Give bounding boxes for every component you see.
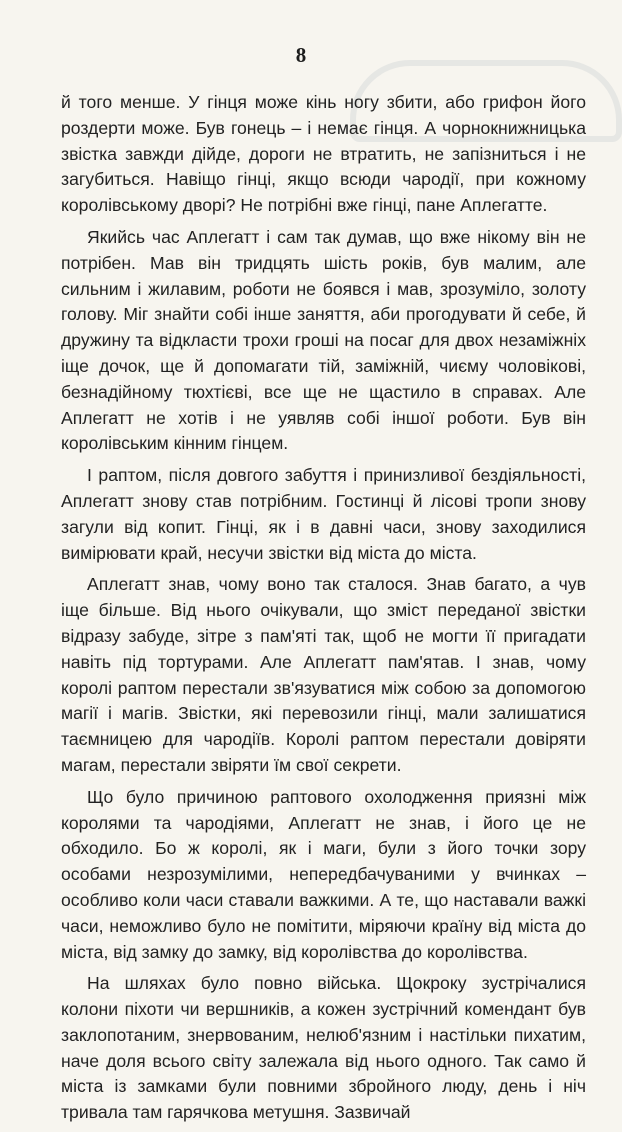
page-number: 8 bbox=[295, 43, 307, 67]
paragraph-2: Якийсь час Аплегатт і сам так думав, що вже нікому він не потрібен. Мав він тридцять шість років, був малим, але сильним і жилавим, роботи не боявся і мав, зрозуміло, золоту голову. Міг знайти собі інше заняття, аби прогодувати й себе, й дружину та відкласти трохи гроші на посаг для двох незаміжніх іще дочок, ще й допомагати тій, заміжній, чиєму чоловікові, безнадійному тюхтієві, все ще не щастило в справах. Але Аплегатт не хотів і не уявляв собі іншої роботи. Був він королівським кінним гінцем. bbox=[61, 226, 586, 454]
paragraph-1: й того менше. У гінця може кінь ногу збити, або грифон його роздерти може. Був гонець – і немає гінця. А чорнокнижницька звістка завжди дійде, дороги не втратить, не запізниться і не загубиться. Навіщо гінці, якщо всюди чародії, при кожному королівському дворі? Не потрібні вже гінці, пане Аплегатте. bbox=[61, 92, 586, 216]
paragraph-3: І раптом, після довгого забуття і принизливої бездіяльності, Аплегатт знову став потрібним. Гостинці й лісові тропи знову загули від копит. Гінці, як і в давні часи, знову заходилися вимірювати край, несучи звістки від міста до міста. bbox=[61, 465, 586, 563]
paragraph-5: Що було причиною раптового охолодження приязні між королями та чародіями, Аплегатт не знав, і його це не обходило. Бо ж королі, як і маги, були з його точки зору особами незрозумілими, непередбачуваними у вчинках – особливо коли часи ставали важкими. А те, що наставали важкі часи, неможливо було не помітити, міряючи країну від міста до міста, від замку до замку, від королівства до королівства. bbox=[61, 786, 586, 962]
body-text bbox=[61, 90, 586, 1132]
paragraph-6: На шляхах було повно війська. Щокроку зустрічалися колони піхоти чи вершників, а кожен зустрічний комендант був заклопотаним, знервованим, нелюб'язним і настільки пихатим, наче доля всього світу залежала від нього одного. Так само й міста із замками були повними збройного люду, день і ніч тривала там гарячкова метушня. Зазвичай bbox=[61, 973, 586, 1123]
paragraph-4: Аплегатт знав, чому воно так сталося. Знав багато, а чув іще більше. Від нього очікували, що зміст переданої звістки відразу забуде, зітре з пам'яті так, щоб не могти її пригадати навіть під тортурами. Але Аплегатт пам'ятав. І знав, чому королі раптом перестали зв'язуватися між собою за допомогою магії і магів. Звістки, які перевозили гінці, мали залишатися таємницею для чародіїв. Королі раптом перестали довіряти магам, перестали звіряти їм свої секрети. bbox=[61, 574, 586, 775]
